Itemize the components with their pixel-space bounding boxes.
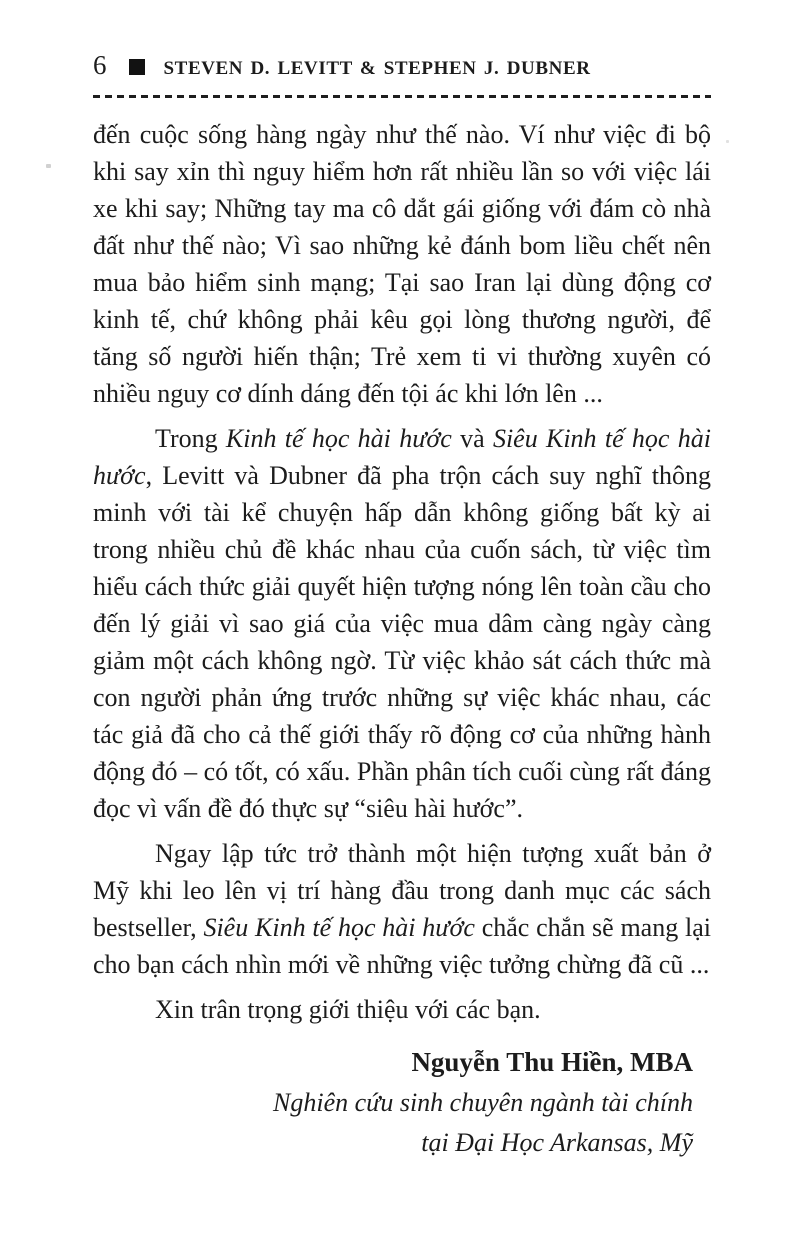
text-segment: chắc chắn sẽ mang lại cho bạn cách nhìn mới về những việc tưởng chừng đã cũ ... bbox=[93, 913, 712, 979]
paragraph bbox=[93, 116, 711, 412]
signature-block bbox=[93, 1041, 711, 1163]
page-number: 6 bbox=[93, 50, 107, 80]
book-title-segment: Siêu Kinh tế học hài hước bbox=[93, 424, 711, 490]
running-header bbox=[93, 52, 710, 79]
scan-speck bbox=[726, 140, 729, 143]
text-segment: Ngay lập tức trở thành một hiện tượng xuất bản ở Mỹ khi leo lên vị trí hàng đầu trong danh mục các sách bestseller, bbox=[93, 839, 711, 942]
book-title-segment: Kinh tế học hài hước bbox=[225, 424, 452, 453]
paragraph bbox=[93, 420, 711, 827]
running-header-title: STEVEN D. LEVITT & STEPHEN J. DUBNER bbox=[163, 58, 591, 79]
signature-role-line: Nghiên cứu sinh chuyên ngành tài chính bbox=[273, 1088, 693, 1117]
black-square-icon bbox=[129, 59, 145, 75]
dashed-divider bbox=[93, 95, 711, 98]
paragraph bbox=[93, 835, 711, 983]
text-segment: , Levitt và Dubner đã pha trộn cách suy nghĩ thông minh với tài kể chuyện hấp dẫn không giống bất kỳ ai trong nhiều chủ đề khác nhau của cuốn sách, từ việc tìm hiểu cách thức giải quyết hiện tượng nóng lên toàn cầu cho đến lý giải vì sao giá của việc mua dâm càng ngày càng giảm một cách không ngờ. Từ việc khảo sát cách thức mà con người phản ứng trước những sự việc khác nhau, các tác giả đã cho cả thế giới thấy rõ động cơ của những hành động đó – có tốt, có xấu. Phần phân tích cuối cùng rất đáng đọc vì vấn đề đó thực sự “siêu hài hước”. bbox=[93, 461, 711, 823]
text-segment: Trong bbox=[155, 424, 226, 453]
text-segment: đến cuộc sống hàng ngày như thế nào. Ví như việc đi bộ khi say xỉn thì nguy hiểm hơn rất nhiều lần so với việc lái xe khi say; Những tay ma cô dắt gái giống với đám cò nhà đất như thế nào; Vì sao những kẻ đánh bom liều chết nên mua bảo hiểm sinh mạng; Tại sao Iran lại dùng động cơ kinh tế, chứ không phải kêu gọi lòng thương người, để tăng số người hiến thận; Trẻ xem ti vi thường xuyên có nhiều nguy cơ dính dáng đến tội ác khi lớn lên ... bbox=[93, 120, 711, 408]
body-text-column bbox=[93, 116, 711, 1163]
scan-speck bbox=[46, 164, 51, 168]
text-segment: Xin trân trọng giới thiệu với các bạn. bbox=[155, 995, 541, 1024]
signature-role-line: tại Đại Học Arkansas, Mỹ bbox=[421, 1128, 693, 1157]
text-segment: và bbox=[451, 424, 493, 453]
signature-name: Nguyễn Thu Hiền, MBA bbox=[411, 1047, 693, 1077]
book-title-segment: Siêu Kinh tế học hài hước bbox=[203, 913, 475, 942]
closing-paragraph bbox=[93, 991, 711, 1028]
